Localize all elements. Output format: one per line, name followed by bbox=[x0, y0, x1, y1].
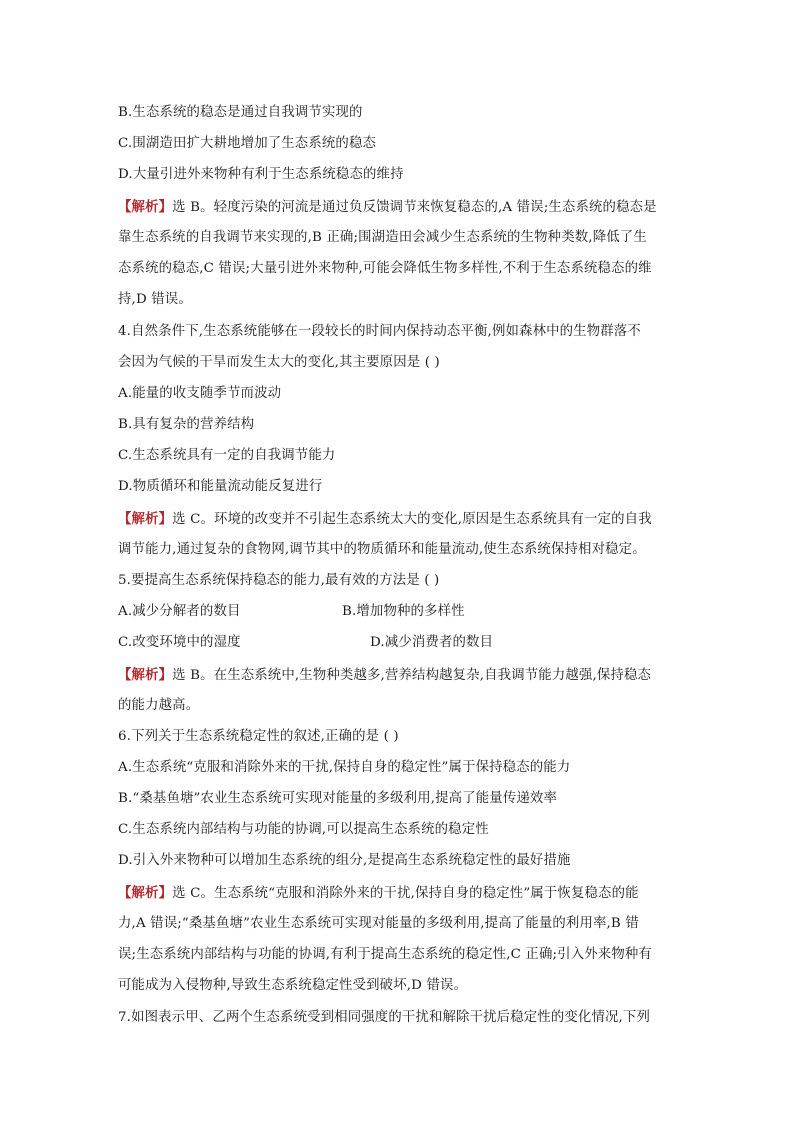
q4-stem-line-1: 4.自然条件下,生态系统能够在一段较长的时间内保持动态平衡,例如森林中的生物群落不 bbox=[118, 324, 641, 339]
q5-option-c: C.改变环境中的湿度 bbox=[118, 635, 241, 650]
q6-stem: 6.下列关于生态系统稳定性的叙述,正确的是 ( ) bbox=[118, 729, 399, 744]
analysis-tag: 【解析】 bbox=[118, 667, 173, 683]
q6-analysis-line-1: 【解析】选 C。生态系统“克服和消除外来的干扰,保持自身的稳定性”属于恢复稳态的能 bbox=[118, 885, 639, 901]
q6-option-b: B.“桑基鱼塘”农业生态系统可实现对能量的多级利用,提高了能量传递效率 bbox=[118, 791, 558, 806]
q4-option-a: A.能量的收支随季节而波动 bbox=[118, 386, 282, 401]
q4-option-c: C.生态系统具有一定的自我调节能力 bbox=[118, 448, 336, 463]
q5-option-d: D.减少消费者的数目 bbox=[370, 635, 494, 650]
q6-option-a: A.生态系统“克服和消除外来的干扰,保持自身的稳定性”属于保持稳态的能力 bbox=[118, 760, 571, 775]
q5-analysis-line-2: 的能力越高。 bbox=[118, 698, 200, 713]
q5-options-row-2 bbox=[118, 634, 678, 652]
analysis-tag: 【解析】 bbox=[118, 199, 173, 215]
q6-analysis-line-3: 误;生态系统内部结构与功能的协调,有利于提高生态系统的稳定性,C 正确;引入外来物种有 bbox=[118, 947, 652, 962]
q4-option-d: D.物质循环和能量流动能反复进行 bbox=[118, 479, 323, 494]
analysis-tag: 【解析】 bbox=[118, 511, 173, 527]
q6-analysis-line-2: 力,A 错误;“桑基鱼塘”农业生态系统可实现对能量的多级利用,提高了能量的利用率,B 错 bbox=[118, 916, 639, 931]
q4-analysis-line-1: 【解析】选 C。环境的改变并不引起生态系统太大的变化,原因是生态系统具有一定的自我 bbox=[118, 511, 652, 527]
q3-analysis-line-4: 持,D 错误。 bbox=[118, 292, 192, 307]
q5-stem: 5.要提高生态系统保持稳态的能力,最有效的方法是 ( ) bbox=[118, 573, 440, 588]
q3-option-c: C.围湖造田扩大耕地增加了生态系统的稳态 bbox=[118, 136, 377, 151]
q3-option-d: D.大量引进外来物种有利于生态系统稳态的维持 bbox=[118, 167, 404, 182]
q4-analysis-line-2: 调节能力,通过复杂的食物网,调节其中的物质循环和能量流动,使生态系统保持相对稳定。 bbox=[118, 542, 646, 557]
analysis-tag: 【解析】 bbox=[118, 885, 173, 901]
q5-option-a: A.减少分解者的数目 bbox=[118, 604, 241, 619]
q3-analysis-line-3: 态系统的稳态,C 错误;大量引进外来物种,可能会降低生物多样性,不利于生态系统稳态的维 bbox=[118, 261, 652, 276]
q5-analysis-line-1: 【解析】选 B。在生态系统中,生物种类越多,营养结构越复杂,自我调节能力越强,保持稳态 bbox=[118, 667, 652, 683]
q6-option-d: D.引入外来物种可以增加生态系统的组分,是提高生态系统稳定性的最好措施 bbox=[118, 853, 571, 868]
q5-option-b: B.增加物种的多样性 bbox=[342, 604, 465, 619]
q3-option-b: B.生态系统的稳态是通过自我调节实现的 bbox=[118, 105, 363, 120]
q3-analysis-line-1: 【解析】选 B。轻度污染的河流是通过负反馈调节来恢复稳态的,A 错误;生态系统的稳态是 bbox=[118, 199, 657, 215]
q6-analysis-line-4: 可能成为入侵物种,导致生态系统稳定性受到破坏,D 错误。 bbox=[118, 978, 468, 993]
q3-analysis-line-2: 靠生态系统的自我调节来实现的,B 正确;围湖造田会减少生态系统的生物种类数,降低了生 bbox=[118, 230, 647, 245]
q6-option-c: C.生态系统内部结构与功能的协调,可以提高生态系统的稳定性 bbox=[118, 822, 489, 837]
q7-stem: 7.如图表示甲、乙两个生态系统受到相同强度的干扰和解除干扰后稳定性的变化情况,下列 bbox=[118, 1010, 651, 1025]
q4-stem-line-2: 会因为气候的干旱而发生太大的变化,其主要原因是 ( ) bbox=[118, 355, 440, 370]
q5-options-row-1 bbox=[118, 603, 678, 621]
q4-option-b: B.具有复杂的营养结构 bbox=[118, 417, 255, 432]
